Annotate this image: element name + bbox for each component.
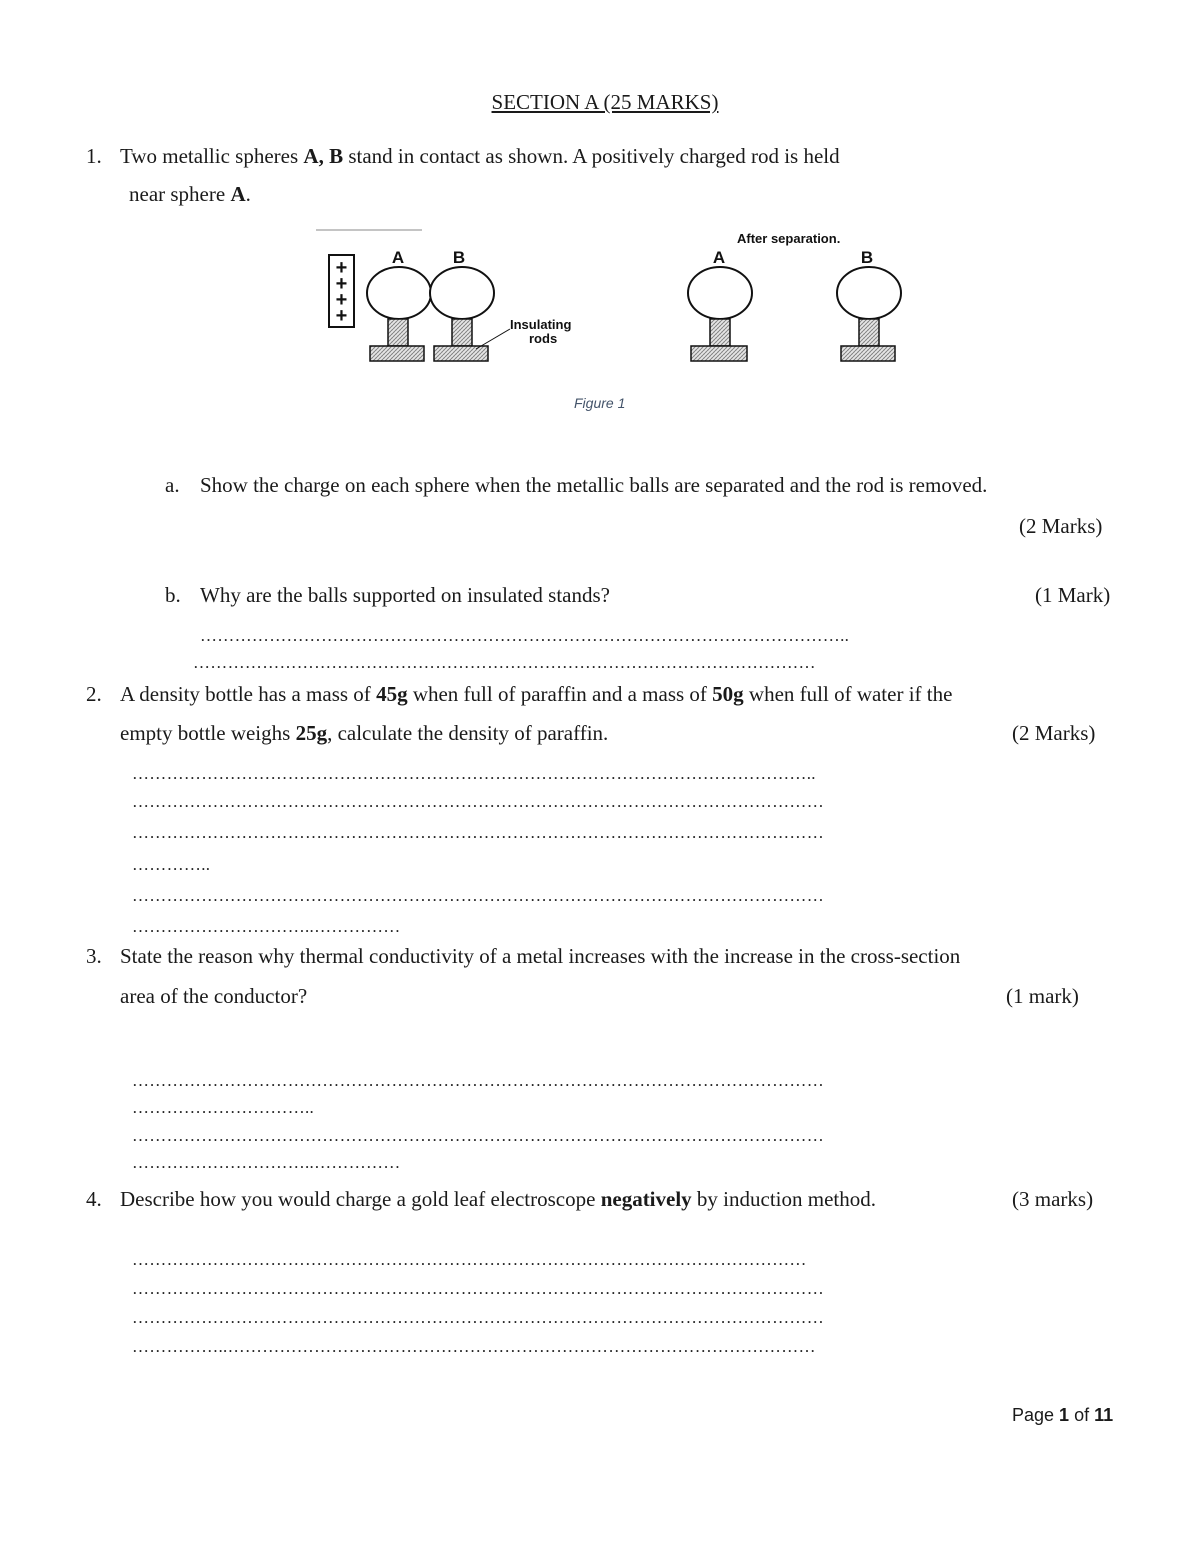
plus-sign: + xyxy=(335,289,348,311)
question-1-number: 1. xyxy=(86,144,102,168)
after-separation-title: After separation. xyxy=(737,231,841,246)
plus-sign: + xyxy=(335,273,348,295)
answer-line: ………………………………………………………………………………………………………… xyxy=(132,1308,824,1327)
sphere-b xyxy=(430,267,494,319)
page-number: Page 1 of 11 xyxy=(1012,1405,1114,1425)
answer-line: ………………………….. xyxy=(132,1098,315,1117)
question-1b-marks: (1 Mark) xyxy=(1035,583,1111,607)
answer-line: ……………………………………………………………………………………………… xyxy=(193,653,816,672)
after-base-b xyxy=(841,346,895,361)
answer-line: ………………………………………………………………………………………………………… xyxy=(132,886,824,905)
question-3-marks: (1 mark) xyxy=(1006,984,1079,1008)
question-3-number: 3. xyxy=(86,944,102,968)
question-2-text: A density bottle has a mass of 45g when full of paraffin and a mass of 50g when full of water if the xyxy=(120,682,953,706)
question-1-text: Two metallic spheres A, B stand in contact as shown. A positively charged rod is held xyxy=(120,144,840,168)
after-sphere-b xyxy=(837,267,901,319)
insulating-label: Insulating xyxy=(510,317,572,332)
stand-b xyxy=(452,319,472,346)
answer-line: …………………………..…………… xyxy=(132,1153,401,1172)
answer-line: ………….. xyxy=(132,855,211,874)
question-1b-label: b. xyxy=(165,583,181,607)
question-2-marks: (2 Marks) xyxy=(1012,721,1096,745)
question-3-text-line2: area of the conductor? xyxy=(120,984,308,1008)
question-4-number: 4. xyxy=(86,1187,102,1211)
question-4-marks: (3 marks) xyxy=(1012,1187,1094,1211)
plus-sign: + xyxy=(335,257,348,279)
answer-line: ………………………………………………………………………………………………………… xyxy=(132,1126,824,1145)
base-a xyxy=(370,346,424,361)
answer-line: ………………………………………………………………………………………………………… xyxy=(132,792,824,811)
rods-label: rods xyxy=(529,331,558,346)
after-label-b: B xyxy=(860,248,874,267)
question-4-text: Describe how you would charge a gold leaf electroscope negatively by induction method. xyxy=(120,1187,876,1211)
answer-line: ……………………………………………………………………………………………………… xyxy=(132,1250,807,1269)
after-sphere-a xyxy=(688,267,752,319)
question-1-text-line2: near sphere A. xyxy=(129,182,251,206)
after-stand-b xyxy=(859,319,879,346)
question-1a-marks: (2 Marks) xyxy=(1019,514,1103,538)
figure-caption: Figure 1 xyxy=(574,395,626,411)
label-a: A xyxy=(391,248,405,267)
answer-line: …………………………..…………… xyxy=(132,917,401,936)
figure-1-spheres-diagram xyxy=(310,224,910,369)
answer-line: ………………………………………………………………………………………………….. xyxy=(200,626,850,645)
question-3-text: State the reason why thermal conductivity of a metal increases with the increase in the cross-section xyxy=(120,944,961,968)
after-label-a: A xyxy=(712,248,726,267)
question-1a-label: a. xyxy=(165,473,180,497)
pointer-line xyxy=(476,329,510,349)
after-base-a xyxy=(691,346,747,361)
answer-line: ……………..………………………………………………………………………………………… xyxy=(132,1337,816,1356)
section-title: SECTION A (25 MARKS) xyxy=(491,90,719,114)
question-1a-text: Show the charge on each sphere when the metallic balls are separated and the rod is removed. xyxy=(200,473,988,497)
question-2-text-line2: empty bottle weighs 25g, calculate the density of paraffin. xyxy=(120,721,609,745)
label-b: B xyxy=(452,248,466,267)
answer-line: ………………………………………………………………………………………………………… xyxy=(132,1279,824,1298)
answer-line: ……………………………………………………………………………………………………….. xyxy=(132,764,816,783)
sphere-a xyxy=(367,267,431,319)
question-2-number: 2. xyxy=(86,682,102,706)
stand-a xyxy=(388,319,408,346)
base-b xyxy=(434,346,488,361)
answer-line: ………………………………………………………………………………………………………… xyxy=(132,1071,824,1090)
plus-sign: + xyxy=(335,305,348,327)
answer-line: ………………………………………………………………………………………………………… xyxy=(132,823,824,842)
question-1b-text: Why are the balls supported on insulated stands? xyxy=(200,583,610,607)
after-stand-a xyxy=(710,319,730,346)
